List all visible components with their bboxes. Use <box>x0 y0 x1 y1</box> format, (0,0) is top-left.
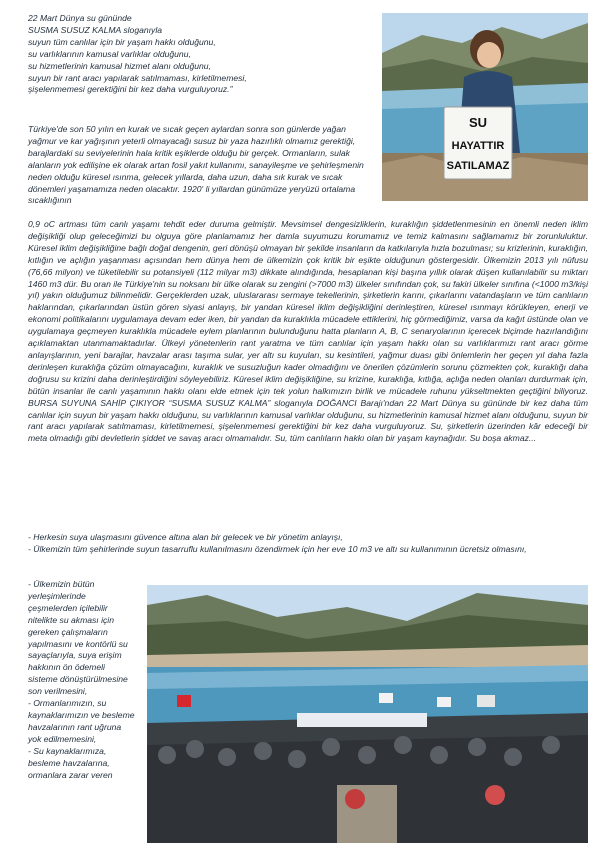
demand-item: - Herkesin suya ulaşmasını güvence altına alan bir gelecek ve bir yönetim anlayışı, <box>28 532 343 542</box>
demands-list-narrow <box>28 579 136 781</box>
body-main-text: 0,9 oC artması tüm canlı yaşamı tehdit eder duruma gelmiştir. Mevsimsel dengesizliklerin, kuraklığın şiddetlenmesinin en önemli neden iklim değişikliği olup geleceğimizi bu olguya göre planlamamız her damla suyumuzu korumamız ve temiz kalmasını sağlamamız bir zorunluluktur. Küresel iklim değişikliğine bağlı doğal dengenin, geri dönüşü olmayan bir şekilde insanların da katkılarıyla hızla bozulması; su krizlerinin, kuraklığın, kıtlığın ve açlığın yaşanması açısından hem dünya hem de ülkemizin çok kritik bir eşikte olduğunun göstergesidir. Ülkemizin 2013 yılı nüfusu (76,66 milyon) ve tüketilebilir su potansiyeli (112 milyar m3) dikkate alındığında, hesaplanan kişi başına yıllık olarak düşen kullanılabilir su miktarı 1460 m3 dür. Bu oran ile Türkiye'nin su noksanı bir ülke olarak su zengini (>7000 m3) ülkeler sınıfından çok, su fakiri ülkeler sınıfına (<1000 m3/kişi yıl) yakın olduğumuz bilinmelidir. Gerçeklerden uzak, uluslararası sermaye tekellerinin, şirketlerin karını, çıkarlarını vatandaşların ve tüm canlıların haklarından, çıkarlarından üstün gören siyasi anlayış, bir yandan küresel iklim değişikliğini derinleştiren, küresel ısınmayı körükleyen, enerji ve ekonomi politikalarını uygulamaya devam eder iken, bir yandan da kuraklıkla mücadele ettiklerini, hiç görmediğimiz, varsa da kağıt üstünde olan ve uygulamaya geçmeyen kuraklıkla mücadele eylem planlarının bulunduğunu hatta planların A, B, C senaryolarının içerecek biçimde hazırlandığını açıklamaktan utanmamaktadırlar. Ülkeyi yönetenlerin rant yaratma ve tüm canlılar için yaşam hakkı olan su varlıklarımızı rant aracı görme anlayışlarının, yeni barajlar, havzalar arası taşıma sular, yer altı su kuyuları, su kesintileri, yağmur duası gibi önlemlerin her geçen yıl daha fazla derinleşen kuraklığa çözüm olmayacağını, kuraklık ve susuzluğun kader olmadığını ve önerilen çözümlerin sorunu çözmekten çok, kuraklığı daha doğrusu su krizini daha derinleştirdiğini söyleyebiliriz. Küresel iklim değişikliğine, su krizine, kuraklığa, kıtlığa, açlığa neden olanları durdurmak için, bütün insanlar ile canlı yaşamının hakkı olanı elde etmek için tek yolun halkımızın birlik ve mücadele ruhunu yükseltmekten geçtiğini biliyoruz. BURSA SUYUNA SAHİP ÇIKIYOR “SUSMA SUSUZ KALMA” sloganıyla DOĞANCI Barajı'ndan 22 Mart Dünya su gününde bir kez daha tüm canlılar için suyun bir yaşam hakkı olduğunu, su varlıklarının kamusal varlıklar olduğunu, su hizmetlerinin kamusal hizmet alanı olduğunu, suyun bir rant aracı yapılarak satılmaması, kirletilmemesi, şişelenmemesi gerektiğini bir kez daha vurguluyoruz. Su, şirketlerin üzerinden kâr edeceği bir meta olmadığı gibi devletlerin şiddet ve savaş aracı olmamalıdır. Su, tüm canlıların hakkı olan bir yaşam kaynağıdır. Su boşa akmaz... <box>28 219 588 444</box>
body-top-text: Türkiye'de son 50 yılın en kurak ve sıcak geçen aylardan sonra son günlerde yağan yağmur ve kar yağışının yeterli olmayacağı susuz bir yaza hazırlıklı olmamız gerektiği, barajlardaki su seviyelerinin hala kritik eşiklerde olduğu bir gerçek. Ormanların, sulak alanların yok edilişine ek olarak artan fosil yakıt kullanımı, sanayileşme ve şehirleşmenin neden olduğu küresel ısınma, gelecek yıllarda, daha uzun, daha sık kurak ve sıcak dönemleri yaşamamıza neden olacaktır. 1920' li yıllardan günümüze yeryüzü ortalama sıcaklığının <box>28 124 364 206</box>
demands-list <box>28 532 588 556</box>
body-paragraph-top <box>28 124 373 207</box>
demand-item: - Ülkemizin tüm şehirlerinde suyun tasarruflu kullanılmasını özendirmek için her eve 10 m3 ve altı su kullanımının ücretsiz olmasını, <box>28 543 527 554</box>
intro-text: 22 Mart Dünya su gününde SUSMA SUSUZ KALMA sloganıyla suyun tüm canlılar için bir yaşam hakkı olduğunu, su varlıklarının kamusal varlıklar olduğunu, su hizmetlerinin kamusal hizmet alanı olduğunu, suyun bir rant aracı yapılarak satılmaması, kirletilmemesi, şişelenmemesi gerektiğini bir kez daha vurguluyoruz.” <box>28 13 247 95</box>
intro-statement <box>28 13 373 96</box>
child-with-sign-photo <box>382 13 588 201</box>
demand-item: - Ülkemizin bütün yerleşimlerinde çeşmelerden içilebilir nitelikte su akması için gereken çalışmaların yapılmasını ve kontörlü su sayaçlarıyla, suya erişim hakkının ön ödemeli sisteme dönüştürülmesine son verilmesini, <box>28 579 128 697</box>
body-paragraph-main <box>28 219 588 445</box>
sign-line-1: SU <box>468 115 488 130</box>
sign-line-3: SATILAMAZ <box>446 160 510 172</box>
protest-crowd-photo <box>147 585 588 843</box>
demand-item: - Ormanlarımızın, su kaynaklarımızın ve besleme havzalarının rant uğruna yok edilmemesini, <box>28 698 135 744</box>
demand-item: - Su kaynaklarımıza, besleme havzalarına, ormanlara zarar veren <box>28 745 113 780</box>
sign-line-2: HAYATTIR <box>451 140 505 152</box>
